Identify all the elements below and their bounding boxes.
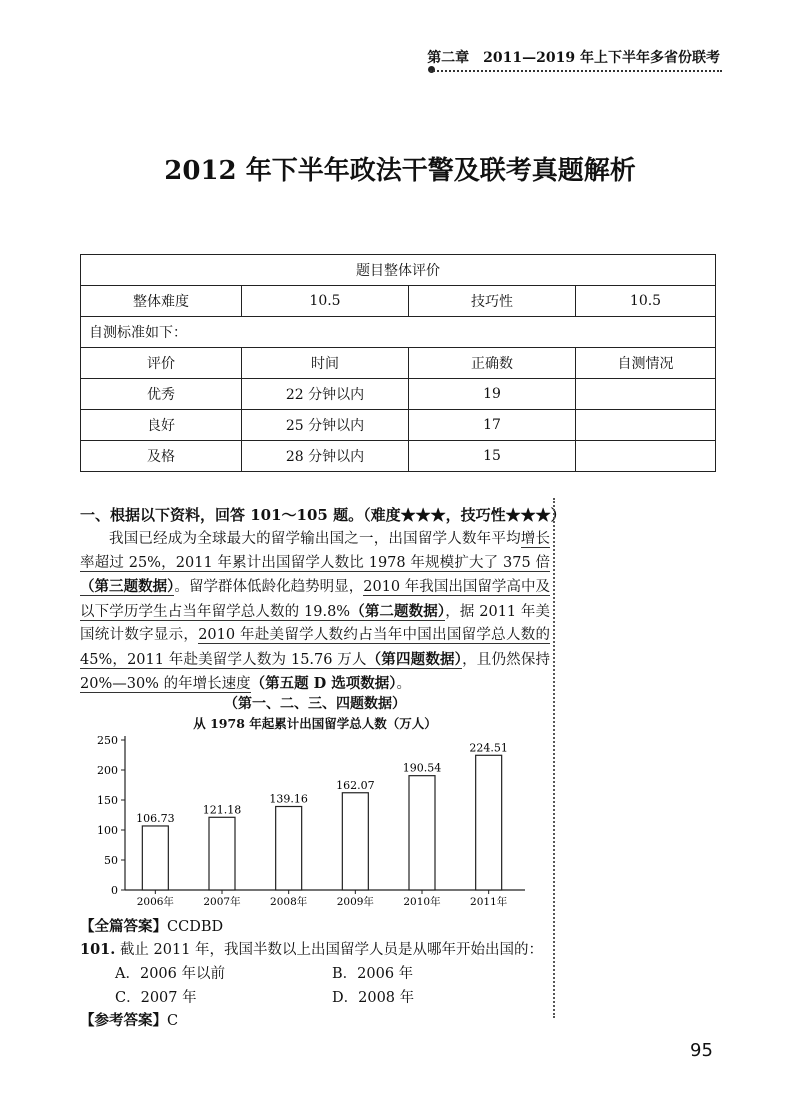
- option-a: A．2006 年以前: [115, 966, 225, 982]
- y-tick-label: 0: [111, 884, 118, 897]
- answer-label: 【全篇答案】: [80, 918, 167, 935]
- rating-cell: 及格: [81, 441, 242, 472]
- correct-cell: 17: [409, 410, 576, 441]
- chart-title: 从 1978 年起累计出国留学总人数（万人）: [193, 716, 437, 731]
- data-label: 139.16: [269, 792, 308, 806]
- correct-cell: 19: [409, 379, 576, 410]
- x-tick-label: 2011年: [470, 896, 508, 908]
- y-tick-label: 250: [97, 734, 118, 747]
- header-time: 时间: [242, 348, 409, 379]
- data-note: （第五题 D 选项数据）: [250, 675, 397, 692]
- time-cell: 22 分钟以内: [242, 379, 409, 410]
- data-label: 121.18: [202, 803, 242, 817]
- header-rating: 评价: [81, 348, 242, 379]
- underlined-text: 20%—30% 的年增长速度: [80, 676, 251, 692]
- passage-text: 我国已经成为全球最大的留学输出国之一，出国留学人数年平均: [109, 531, 521, 547]
- bar: [409, 776, 435, 890]
- correct-cell: 15: [409, 441, 576, 472]
- data-label: 190.54: [402, 761, 442, 775]
- skill-value: 10.5: [576, 286, 716, 317]
- x-tick-label: 2007年: [203, 896, 241, 908]
- option-d: D．2008 年: [332, 990, 415, 1006]
- bar: [142, 826, 168, 890]
- data-note: （第三题数据）: [80, 578, 175, 595]
- self-cell: [576, 441, 716, 472]
- underlined-text: 2011 年累计出国留学人数比 1978 年规模扩大了 375 倍: [175, 554, 550, 571]
- table-row: [81, 379, 716, 410]
- self-cell: [576, 379, 716, 410]
- x-tick-label: 2006年: [136, 896, 174, 908]
- bar: [342, 793, 368, 890]
- page-number: 95: [690, 1040, 713, 1061]
- reference-label: 【参考答案】: [80, 1012, 167, 1029]
- self-cell: [576, 410, 716, 441]
- question-number: 101.: [80, 941, 116, 958]
- y-tick-label: 50: [104, 854, 118, 867]
- question: [80, 938, 560, 959]
- y-tick-label: 150: [97, 794, 118, 807]
- time-cell: 25 分钟以内: [242, 410, 409, 441]
- rating-cell: 良好: [81, 410, 242, 441]
- bar: [209, 817, 235, 890]
- underlined-text: 增长率超过 25%，: [80, 531, 551, 571]
- question-text: 截止 2011 年，我国半数以上出国留学人员是从哪年开始出国的：: [119, 942, 544, 958]
- bar: [276, 807, 302, 890]
- y-tick-label: 200: [97, 764, 118, 777]
- x-tick-label: 2008年: [270, 896, 308, 908]
- data-label: 106.73: [136, 811, 175, 825]
- header-correct: 正确数: [409, 348, 576, 379]
- passage: [80, 528, 550, 697]
- answer-value: CCDBD: [167, 919, 224, 935]
- standard-label: 自测标准如下：: [81, 317, 716, 348]
- option-c: C．2007 年: [115, 990, 197, 1006]
- passage-text: ，且仍然保持: [462, 651, 551, 668]
- difficulty-label: 整体难度: [81, 286, 242, 317]
- data-label: 224.51: [469, 741, 508, 755]
- option-b: B．2006 年: [332, 966, 414, 982]
- data-note: （第二题数据）: [350, 602, 446, 620]
- chart-caption: （第一、二、三、四题数据）: [224, 696, 406, 712]
- passage-text: 。: [396, 676, 411, 692]
- y-tick-label: 100: [97, 824, 118, 837]
- difficulty-value: 10.5: [242, 286, 409, 317]
- table-row: [81, 441, 716, 472]
- passage-text: ，据 2011 年美国统计数字显示，: [80, 603, 550, 643]
- x-tick-label: 2009年: [336, 896, 374, 908]
- underlined-text: 2010 年赴美留学人数约占当年中国出国留学总人数的 45%，2011 年赴美留学人数为 15.76 万人: [80, 627, 550, 668]
- bar: [476, 755, 502, 890]
- page-title: 2012 年下半年政法干警及联考真题解析: [164, 156, 636, 186]
- time-cell: 28 分钟以内: [242, 441, 409, 472]
- reference-answer: [80, 1009, 178, 1030]
- reference-value: C: [167, 1013, 179, 1029]
- table-caption: 题目整体评价: [81, 255, 716, 286]
- evaluation-table: [80, 254, 716, 472]
- data-note: （第四题数据）: [366, 650, 463, 668]
- section-heading: 一、根据以下资料，回答 101～105 题。（难度★★★，技巧性★★★）: [80, 506, 566, 524]
- running-header: 第二章 2011—2019 年上下半年多省份联考: [427, 50, 720, 66]
- passage-text: 。留学群体低龄化趋势明显，: [174, 579, 364, 595]
- x-tick-label: 2010年: [403, 896, 441, 908]
- header-rule: [430, 70, 722, 72]
- answer-line: [80, 915, 223, 936]
- underlined-text: 2010 年我国出国留学高中及以下学历学生占当年留学总人数的 19.8%: [80, 579, 551, 620]
- data-label: 162.07: [336, 778, 375, 792]
- skill-label: 技巧性: [409, 286, 576, 317]
- bar-chart: [80, 730, 550, 910]
- table-row: [81, 410, 716, 441]
- rating-cell: 优秀: [81, 379, 242, 410]
- header-self: 自测情况: [576, 348, 716, 379]
